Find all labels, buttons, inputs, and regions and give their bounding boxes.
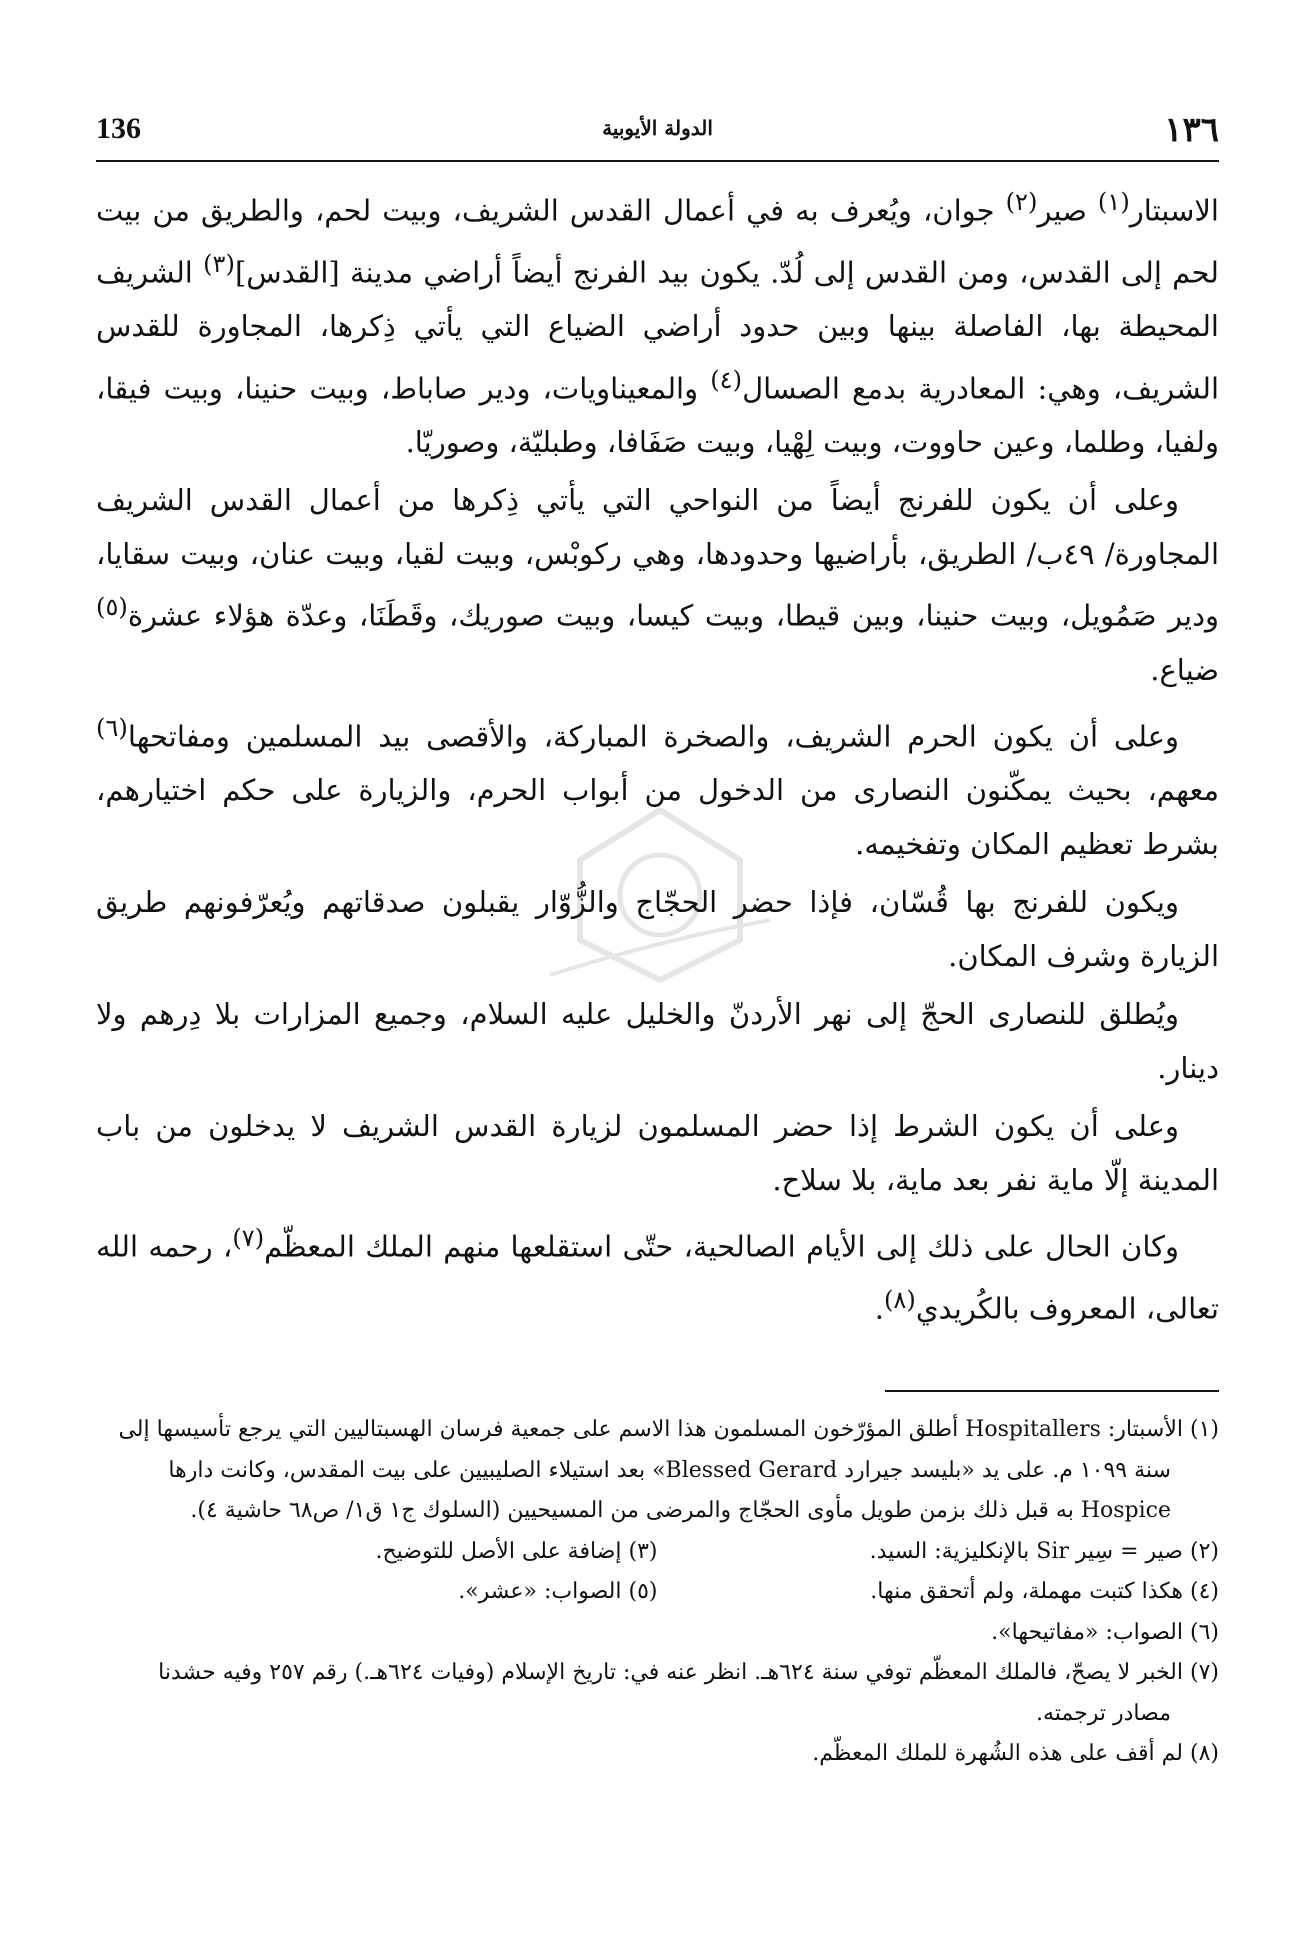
footnote-8: (٨) لم أقف على هذه الشُهرة للملك المعظّم.	[812, 1741, 1219, 1766]
footnotes	[96, 1410, 1219, 1775]
page-header	[96, 112, 1219, 162]
paragraph: ويُطلق للنصارى الحجّ إلى نهر الأردنّ والخليل عليه السلام، وجميع المزارات بلا دِرهم ولا دينار.	[96, 997, 1219, 1085]
footnote-separator	[885, 1390, 1219, 1392]
footnote-3: (٣) إضافة على الأصل للتوضيح.	[375, 1538, 658, 1564]
paragraph: ويكون للفرنج بها قُسّان، فإذا حضر الحجّاج والزُّوّار يقبلون صدقاتهم ويُعرّفونهم طريق الزيارة وشرف المكان.	[96, 885, 1219, 973]
running-title: الدولة الأيوبية	[602, 116, 713, 140]
footnote-1: (١) الأسبتار: Hospitallers أطلق المؤرّخون المسلمون هذا الاسم على جمعية فرسان الهسبتاليين التي يرجع تأسيسها إلى سنة ١٠٩٩ م. على يد «بليسد جيرارد Blessed Gerard» بعد استيلاء الصليبيين على بيت المقدس، وكانت دارها Hospice به قبل ذلك بزمن طويل مأوى الحجّاج والمرضى من المسيحيين (السلوك ج١ ق١/ ص٦٨ حاشية ٤).	[118, 1417, 1219, 1523]
footnote-row	[96, 1532, 1219, 1573]
page-number-arabic: ١٣٦	[1164, 110, 1219, 150]
footnote-5: (٥) الصواب: «عشر».	[458, 1579, 658, 1604]
footnote-6: (٦) الصواب: «مفاتيحها».	[991, 1619, 1219, 1645]
paragraph: الاسبتار$^{(١)}$ صير$^{(٢)}$ جوان، ويُعرف به في أعمال القدس الشريف، وبيت لحم، والطريق من بيت لحم إلى القدس، ومن القدس إلى لُدّ. يكون بيد الفرنج أيضاً أراضي مدينة [القدس]$^{(٣)}$ الشريف المحيطة بها، الفاصلة بينها وبين حدود أراضي الضياع التي يأتي ذِكرها، المجاورة للقدس الشريف، وهي: المعادرية بدمع الصسال$^{(٤)}$ والمعيناويات، ودير صاباط، وبيت حنينا، وبيت فيقا، ولفيا، وطلما، وعين حاووت، وبيت لِهْيا، وبيت صَفَافا، وطبليّة، وصوريّا.	[96, 188, 1220, 459]
main-text	[96, 176, 1219, 1342]
paragraph: وعلى أن يكون الحرم الشريف، والصخرة المباركة، والأقصى بيد المسلمين ومفاتحها$^{(٦)}$ معهم، بحيث يمكّنون النصارى من الدخول من أبواب الحرم، والزيارة على حكم اختيارهم، بشرط تعظيم المكان وتفخيمه.	[96, 714, 1219, 861]
paragraph: وعلى أن يكون للفرنج أيضاً من النواحي التي يأتي ذِكرها من أعمال القدس الشريف المجاورة/ ٤٩ب/ الطريق، بأراضيها وحدودها، وهي ركوبْس، وبيت لقيا، وبيت عنان، وبيت سقايا، ودير صَمُويل، وبيت حنينا، وبين قيطا، وبيت كيسا، وبيت صوريك، وقَطَنَا، وعدّة هؤلاء عشرة$^{(٥)}$ ضياع.	[96, 483, 1220, 687]
footnote-row	[96, 1572, 1219, 1613]
footnote-4: (٤) هكذا كتبت مهملة، ولم أتحقق منها.	[870, 1579, 1219, 1604]
footnote-7: (٧) الخبر لا يصحّ، فالملك المعظّم توفي سنة ٦٢٤هـ. انظر عنه في: تاريخ الإسلام (وفيات ٦٢٤هـ.) رقم ٢٥٧ وفيه حشدنا مصادر ترجمته.	[158, 1660, 1219, 1726]
paragraph: وعلى أن يكون الشرط إذا حضر المسلمون لزيارة القدس الشريف لا يدخلون من باب المدينة إلّا ماية نفر بعد ماية، بلا سلاح.	[96, 1109, 1219, 1197]
paragraph: وكان الحال على ذلك إلى الأيام الصالحية، حتّى استقلعها منهم الملك المعظّم$^{(٧)}$، رحمه الله تعالى، المعروف بالكُريدي$^{(٨)}$.	[96, 1224, 1219, 1327]
page-number-latin: 136	[96, 112, 141, 145]
footnote-2: (٢) صير = سِير Sir بالإنكليزية: السيد.	[869, 1538, 1219, 1564]
